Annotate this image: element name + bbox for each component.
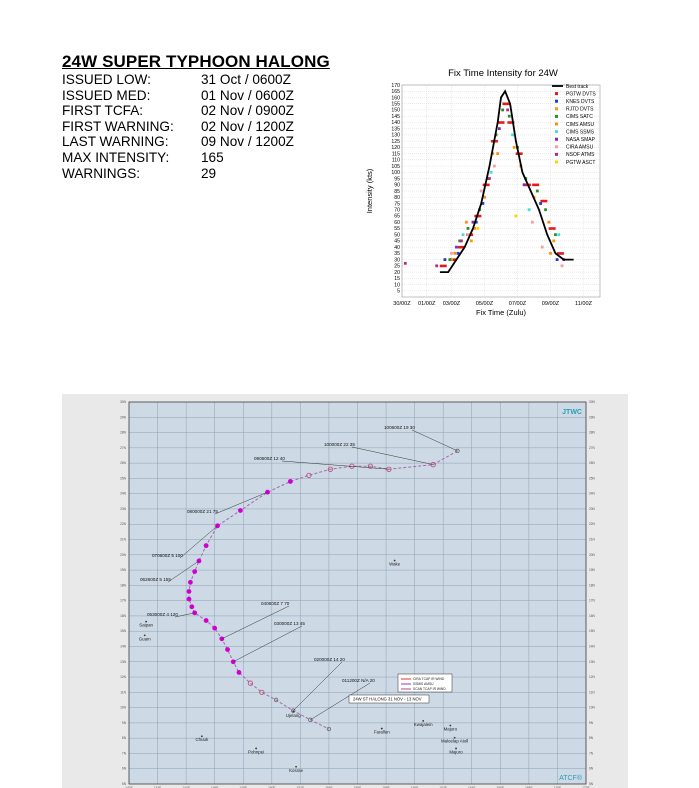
y-tick-label: 15 (394, 276, 400, 283)
fix-marker (465, 221, 468, 224)
longitude-label: 168E (525, 786, 533, 788)
fix-marker (514, 215, 517, 218)
track-callout-label: 100600Z 19 30 (384, 425, 415, 430)
latitude-label: 19N (120, 568, 126, 573)
fix-marker (496, 152, 499, 155)
typhoon-marker (187, 597, 192, 602)
legend-swatch (555, 107, 558, 110)
fix-marker (470, 239, 473, 242)
track-callout-label: 030000Z 13 45 (274, 621, 305, 626)
fact-row (62, 166, 294, 182)
track-callout-label: 090600Z 12 40 (254, 456, 285, 461)
y-tick-label: 115 (391, 151, 400, 158)
typhoon-marker (238, 508, 243, 513)
fix-marker (450, 252, 453, 255)
x-tick-label: 01/00Z (418, 301, 436, 307)
y-tick-label: 45 (394, 238, 400, 245)
longitude-label: 144E (182, 786, 190, 788)
fix-marker (532, 184, 539, 187)
legend-swatch (555, 100, 558, 103)
y-tick-label: 135 (391, 126, 400, 133)
fix-marker (536, 190, 539, 193)
place-label: Pohnpei (248, 749, 265, 755)
latitude-label: 11N (589, 690, 595, 695)
latitude-label: 18N (589, 583, 595, 588)
fix-marker (552, 239, 555, 242)
latitude-label: 14N (120, 644, 126, 649)
y-tick-label: 90 (394, 182, 400, 189)
x-tick-label: 09/00Z (541, 301, 560, 307)
fact-value: 31 Oct / 0600Z (201, 72, 291, 87)
fact-value: 29 (201, 165, 217, 181)
legend-swatch (555, 161, 558, 164)
y-tick-label: 50 (394, 232, 400, 239)
latitude-label: 28N (589, 430, 595, 435)
y-tick-label: 30 (394, 257, 400, 264)
fix-marker (531, 221, 534, 224)
latitude-label: 22N (589, 522, 595, 527)
latitude-label: 23N (589, 506, 595, 511)
fact-value: 165 (201, 149, 224, 165)
track-callout-label: 053000Z 4 120 (147, 612, 178, 617)
fact-row (62, 72, 294, 88)
latitude-label: 24N (589, 491, 595, 496)
y-tick-label: 55 (394, 226, 400, 233)
y-tick-label: 95 (394, 176, 400, 183)
track-callout-label: 070600Z 5 100 (152, 553, 183, 558)
legend-label: KNES DVTS (566, 99, 595, 105)
latitude-label: 13N (120, 659, 126, 664)
map-footer: ATCF® (559, 775, 582, 782)
latitude-label: 20N (589, 552, 595, 557)
fix-marker (444, 258, 447, 261)
latitude-label: 12N (120, 675, 126, 680)
typhoon-marker (204, 543, 209, 548)
place-label: Wake (389, 561, 401, 567)
latitude-label: 10N (589, 705, 595, 710)
y-tick-label: 125 (391, 138, 400, 145)
latitude-label: 30N (589, 400, 595, 404)
latitude-label: 9N (589, 720, 594, 725)
fix-marker (493, 165, 496, 168)
y-tick-label: 100 (391, 170, 400, 177)
y-tick-label: 60 (394, 219, 400, 226)
fix-marker (508, 115, 511, 118)
fact-value: 09 Nov / 1200Z (201, 134, 294, 150)
latitude-label: 30N (120, 400, 126, 404)
place-label: Ujelang (285, 712, 301, 718)
typhoon-marker (187, 589, 192, 594)
fix-marker (557, 233, 560, 236)
fact-value: 02 Nov / 1200Z (201, 118, 294, 134)
fix-marker (462, 233, 465, 236)
fact-row (62, 150, 294, 166)
fix-marker (453, 252, 456, 255)
legend-label: CIMS SATC (566, 114, 593, 121)
latitude-label: 22N (120, 522, 126, 527)
fact-row (62, 134, 294, 150)
legend-label: NSOF ATMS (566, 152, 595, 159)
latitude-label: 6N (589, 766, 594, 771)
typhoon-marker (192, 569, 197, 574)
longitude-label: 160E (410, 786, 419, 788)
latitude-label: 27N (589, 445, 595, 450)
latitude-label: 27N (120, 445, 126, 450)
map-legend (398, 674, 452, 692)
fix-marker (490, 171, 493, 174)
y-tick-label: 140 (391, 120, 400, 127)
y-tick-label: 40 (394, 244, 400, 251)
y-axis-label: Intensity (kts) (365, 168, 374, 214)
fix-marker (528, 208, 531, 211)
longitude-label: 154E (325, 786, 333, 788)
info-box-text: 24W ST HALONG 31 NOV - 13 NOV (353, 696, 422, 702)
latitude-label: 5N (121, 782, 126, 786)
fix-marker (554, 233, 557, 236)
latitude-label: 26N (120, 461, 126, 466)
map-legend-label: SCAN TCAP IR WIND (413, 687, 446, 692)
map-legend-label: CIRA TCAP IR WIND (413, 677, 445, 682)
chart-title: Fix Time Intensity for 24W (448, 68, 558, 79)
latitude-label: 8N (589, 736, 594, 741)
longitude-label: 140E (125, 786, 133, 788)
y-tick-label: 145 (391, 113, 400, 120)
typhoon-marker (212, 626, 217, 631)
longitude-label: 148E (239, 786, 247, 788)
y-tick-label: 130 (391, 132, 400, 139)
storm-title: 24W SUPER TYPHOON HALONG (62, 52, 330, 71)
map-agency: JTWC (562, 409, 582, 416)
legend-swatch (555, 138, 558, 141)
y-tick-label: 20 (394, 269, 400, 276)
fix-marker (404, 262, 407, 265)
longitude-label: 158E (382, 786, 390, 788)
longitude-label: 166E (496, 786, 505, 788)
typhoon-marker (288, 479, 293, 484)
fact-value: 01 Nov / 0600Z (201, 87, 294, 103)
y-tick-label: 165 (391, 89, 400, 96)
place-label: Kwajalein (413, 721, 433, 727)
latitude-label: 25N (589, 476, 595, 481)
latitude-label: 25N (120, 476, 126, 481)
track-map (62, 394, 628, 788)
fact-label: FIRST TCFA: (62, 103, 144, 119)
fix-marker (435, 264, 438, 267)
typhoon-marker (237, 670, 242, 675)
place-label: Maloelap Atoll (440, 738, 469, 744)
latitude-label: 13N (589, 659, 595, 664)
fix-marker (477, 227, 480, 230)
y-tick-label: 75 (394, 201, 400, 208)
latitude-label: 28N (120, 430, 126, 435)
latitude-label: 11N (120, 690, 126, 695)
latitude-label: 17N (120, 598, 126, 603)
fix-marker (513, 146, 516, 149)
place-label: Saipan (139, 622, 153, 628)
fix-marker (541, 246, 544, 249)
longitude-label: 152E (296, 786, 305, 788)
latitude-label: 18N (120, 583, 126, 588)
fix-marker (448, 258, 451, 261)
fact-label: ISSUED LOW: (62, 72, 151, 87)
legend-label: PGTW DVTS (566, 91, 596, 98)
fix-marker (440, 265, 447, 268)
longitude-label: 172E (582, 786, 590, 788)
y-tick-label: 110 (391, 157, 400, 164)
storm-facts (62, 72, 294, 181)
legend-label: NASA SMAP (566, 137, 595, 143)
fix-marker (460, 239, 463, 242)
fix-marker (455, 246, 458, 249)
latitude-label: 14N (589, 644, 595, 649)
legend-label: RJTD DVTS (566, 106, 594, 113)
fact-value: 02 Nov / 0900Z (201, 103, 294, 119)
legend-swatch (555, 115, 558, 118)
latitude-label: 20N (120, 552, 126, 557)
fact-label: FIRST WARNING: (62, 118, 174, 134)
legend-label: CIMS SSMS (566, 129, 595, 136)
fix-marker (511, 133, 514, 136)
latitude-label: 29N (589, 415, 595, 420)
y-tick-label: 105 (391, 163, 400, 170)
place-label: Farallon (373, 729, 390, 735)
longitude-label: 150E (268, 786, 276, 788)
longitude-label: 146E (210, 786, 219, 788)
typhoon-marker (189, 604, 194, 609)
longitude-label: 164E (468, 786, 476, 788)
fix-marker (561, 264, 564, 267)
x-tick-label: 30/00Z (393, 301, 411, 307)
legend-swatch (555, 145, 558, 148)
fix-marker (467, 227, 470, 230)
latitude-label: 10N (120, 705, 126, 710)
y-tick-label: 25 (394, 263, 400, 270)
latitude-label: 5N (589, 782, 594, 786)
place-label: Guam (138, 636, 151, 642)
longitude-label: 156E (353, 786, 362, 788)
y-tick-label: 120 (391, 145, 400, 152)
fact-label: LAST WARNING: (62, 134, 169, 150)
fact-row (62, 88, 294, 104)
latitude-label: 24N (120, 491, 126, 496)
latitude-label: 16N (589, 613, 595, 618)
latitude-label: 6N (121, 766, 126, 771)
track-map-svg (62, 394, 628, 788)
legend-swatch (555, 92, 558, 95)
x-tick-label: 11/00Z (575, 301, 592, 307)
y-tick-label: 65 (394, 213, 400, 220)
y-tick-label: 5 (397, 288, 400, 295)
x-axis-label: Fix Time (Zulu) (475, 308, 527, 317)
place-label: Majuro (449, 749, 463, 755)
y-tick-label: 70 (394, 207, 400, 214)
typhoon-marker (225, 647, 230, 652)
legend-label: CIMS AMSU (566, 121, 595, 128)
fix-marker (498, 127, 501, 130)
fix-marker (556, 258, 559, 261)
track-callout-label: 062600Z 5 155 (140, 577, 171, 582)
latitude-label: 9N (121, 720, 126, 725)
typhoon-marker (265, 490, 270, 495)
fix-marker (544, 208, 547, 211)
fact-row (62, 119, 294, 135)
track-callout-label: 100000Z 22 35 (324, 442, 355, 447)
legend-swatch (555, 153, 558, 156)
fix-marker (480, 190, 483, 193)
fix-marker (523, 183, 526, 186)
fix-marker (547, 221, 550, 224)
latitude-label: 16N (120, 613, 126, 618)
latitude-label: 21N (589, 537, 595, 542)
track-callout-label: 080000Z 21 75 (187, 509, 218, 514)
latitude-label: 8N (121, 736, 126, 741)
latitude-label: 7N (589, 751, 594, 756)
y-tick-label: 155 (391, 101, 400, 108)
typhoon-marker (188, 580, 193, 585)
place-label: Kosrae (289, 767, 304, 773)
legend-label: Best track (566, 83, 589, 90)
map-legend-label: SSMIS AMSU (413, 682, 434, 687)
latitude-label: 26N (589, 461, 595, 466)
place-label: Chuuk (195, 737, 209, 743)
intensity-chart (362, 62, 612, 320)
y-tick-label: 80 (394, 195, 400, 202)
fix-marker (539, 202, 542, 205)
fix-marker (549, 227, 556, 230)
fix-marker (506, 109, 509, 112)
track-callout-label: 040600Z 7 70 (261, 601, 290, 606)
y-tick-label: 10 (394, 282, 400, 289)
typhoon-marker (204, 618, 209, 623)
x-tick-label: 07/00Z (508, 301, 527, 307)
fix-marker (488, 177, 491, 180)
longitude-label: 170E (553, 786, 562, 788)
legend-label: PGTW ASCT (566, 159, 596, 166)
fact-label: WARNINGS: (62, 165, 141, 181)
track-callout-label: 011200Z N/A 20 (342, 678, 375, 683)
legend-label: CIRA AMSU (566, 144, 594, 151)
latitude-label: 29N (120, 415, 126, 420)
fact-label: ISSUED MED: (62, 87, 151, 103)
typhoon-marker (197, 559, 202, 564)
legend-swatch (555, 130, 558, 133)
latitude-label: 15N (589, 629, 595, 634)
fact-row (62, 103, 294, 119)
legend-swatch (555, 123, 558, 126)
track-callout-label: 020000Z 14 20 (314, 657, 345, 662)
longitude-label: 162E (439, 786, 447, 788)
y-tick-label: 170 (391, 82, 400, 89)
y-tick-label: 160 (391, 95, 400, 102)
x-tick-label: 05/00Z (475, 301, 494, 307)
place-label: Majuro (443, 726, 458, 732)
latitude-label: 15N (120, 629, 126, 634)
fix-marker (501, 109, 504, 112)
latitude-label: 21N (120, 537, 126, 542)
fix-marker (502, 103, 509, 106)
y-tick-label: 150 (391, 107, 400, 114)
fix-marker (540, 200, 547, 203)
y-tick-label: 35 (394, 251, 400, 258)
latitude-label: 19N (589, 568, 595, 573)
fix-marker (549, 252, 552, 255)
latitude-label: 23N (120, 506, 126, 511)
latitude-label: 17N (589, 598, 595, 603)
best-track-line (440, 91, 574, 272)
y-tick-label: 85 (394, 188, 400, 195)
fact-label: MAX INTENSITY: (62, 149, 170, 165)
latitude-label: 12N (589, 675, 595, 680)
x-tick-label: 03/00Z (442, 301, 461, 307)
latitude-label: 7N (121, 751, 126, 756)
longitude-label: 142E (153, 786, 162, 788)
